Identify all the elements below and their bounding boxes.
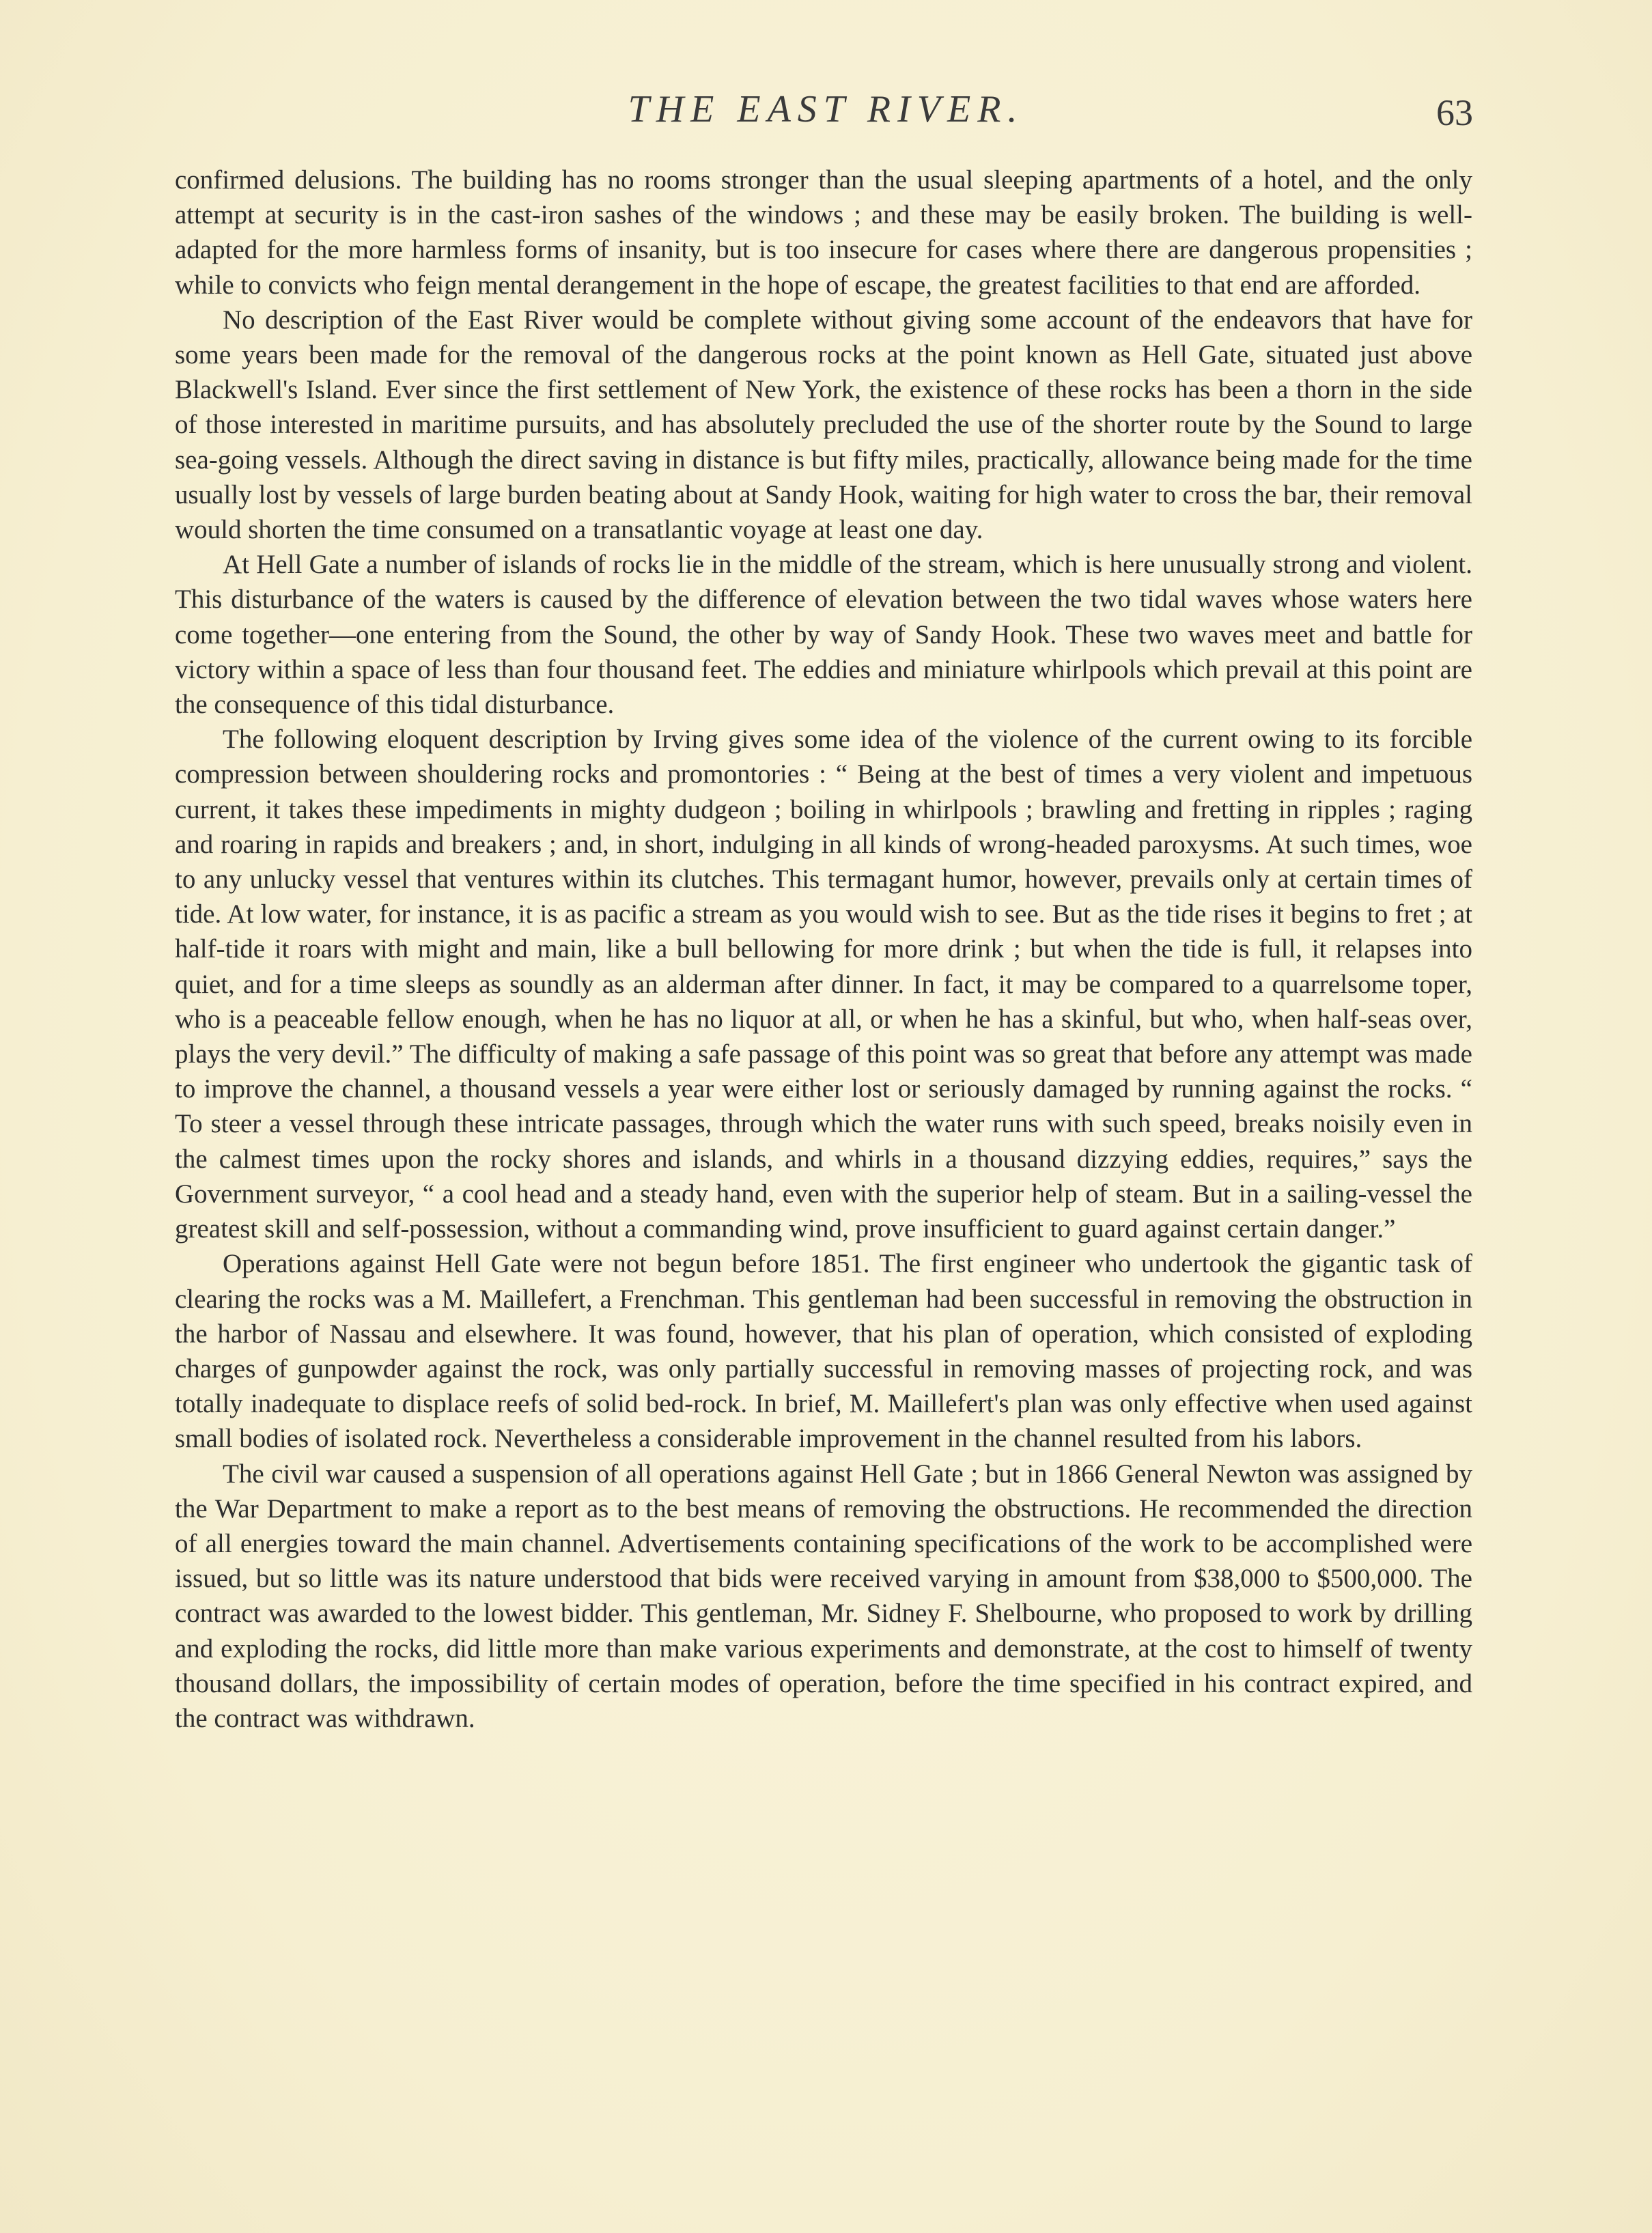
page-number: 63 bbox=[1436, 92, 1473, 133]
paragraph-6: The civil war caused a suspension of all operations against Hell Gate ; but in 1866 General Newton was assigned by the War Department to make a report as to the best means of removing the obstructions. He recommended the direction of all energies toward the main channel. Advertisements containing specifications of the work to be accomplished were issued, but so little was its nature understood that bids were received varying in amount from $38,000 to $500,000. The contract was awarded to the lowest bidder. This gentleman, Mr. Sidney F. Shelbourne, who proposed to work by drilling and exploding the rocks, did little more than make various experiments and demonstrate, at the cost to himself of twenty thousand dollars, the impossibility of certain modes of operation, before the time specified in his contract expired, and the contract was withdrawn. bbox=[175, 1459, 1472, 1733]
running-title: THE EAST RIVER. bbox=[628, 88, 1024, 130]
running-head bbox=[0, 87, 1652, 142]
paragraph-2: No description of the East River would be complete without giving some account of the endeavors that have for some years been made for the removal of the dangerous rocks at the point known as Hell Gate, situated just above Blackwell's Island. Ever since the first settlement of New York, the existence of these rocks has been a thorn in the side of those interested in maritime pursuits, and has absolutely precluded the use of the shorter route by the Sound to large sea-going vessels. Although the direct saving in distance is but fifty miles, practically, allowance being made for the time usually lost by vessels of large burden beating about at Sandy Hook, waiting for high water to cross the bar, their removal would shorten the time consumed on a transatlantic voyage at least one day. bbox=[175, 305, 1472, 545]
paragraph-1: confirmed delusions. The building has no rooms stronger than the usual sleeping apartments of a hotel, and the only attempt at security is in the cast-iron sashes of the windows ; and these may be easily broken. The building is well-adapted for the more harmless forms of insanity, but is too insecure for cases where there are dangerous propensities ; while to convicts who feign mental derangement in the hope of escape, the greatest facilities to that end are afforded. bbox=[175, 165, 1472, 300]
paragraph-4: The following eloquent description by Irving gives some idea of the violence of the current owing to its forcible compression between shouldering rocks and promontories : “ Being at the best of times a very violent and impetuous current, it takes these impediments in mighty dudgeon ; boiling in whirlpools ; brawling and fretting in ripples ; raging and roaring in rapids and breakers ; and, in short, indulging in all kinds of wrong-headed paroxysms. At such times, woe to any unlucky vessel that ventures within its clutches. This termagant humor, however, prevails only at certain times of tide. At low water, for instance, it is as pacific a stream as you would wish to see. But as the tide rises it begins to fret ; at half-tide it roars with might and main, like a bull bellowing for more drink ; but when the tide is full, it relapses into quiet, and for a time sleeps as soundly as an alderman after dinner. In fact, it may be compared to a quarrelsome toper, who is a peaceable fellow enough, when he has no liquor at all, or when he has a skinful, but who, when half-seas over, plays the very devil.” The difficulty of making a safe passage of this point was so great that before any attempt was made to improve the channel, a thousand vessels a year were either lost or seriously damaged by running against the rocks. “ To steer a vessel through these intricate passages, through which the water runs with such speed, breaks noisily even in the calmest times upon the rocky shores and islands, and whirls in a thousand dizzying eddies, requires,” says the Government surveyor, “ a cool head and a steady hand, even with the superior help of steam. But in a sailing-vessel the greatest skill and self-possession, without a commanding wind, prove insufficient to guard against certain danger.” bbox=[175, 725, 1472, 1244]
paragraph-5: Operations against Hell Gate were not begun before 1851. The first engineer who undertook the gigantic task of clearing the rocks was a M. Maillefert, a Frenchman. This gentleman had been successful in removing the obstruction in the harbor of Nassau and elsewhere. It was found, however, that his plan of operation, which consisted of exploding charges of gunpowder against the rock, was only partially successful in removing masses of projecting rock, and was totally inadequate to displace reefs of solid bed-rock. In brief, M. Maillefert's plan was only effective when used against small bodies of isolated rock. Nevertheless a considerable improvement in the channel resulted from his labors. bbox=[175, 1249, 1472, 1454]
paragraph-3: At Hell Gate a number of islands of rocks lie in the middle of the stream, which is here unusually strong and violent. This disturbance of the waters is caused by the difference of elevation between the two tidal waves whose waters here come together—one entering from the Sound, the other by way of Sandy Hook. These two waves meet and battle for victory within a space of less than four thousand feet. The eddies and miniature whirlpools which prevail at this point are the consequence of this tidal disturbance. bbox=[175, 550, 1472, 720]
body-text bbox=[175, 163, 1472, 1736]
